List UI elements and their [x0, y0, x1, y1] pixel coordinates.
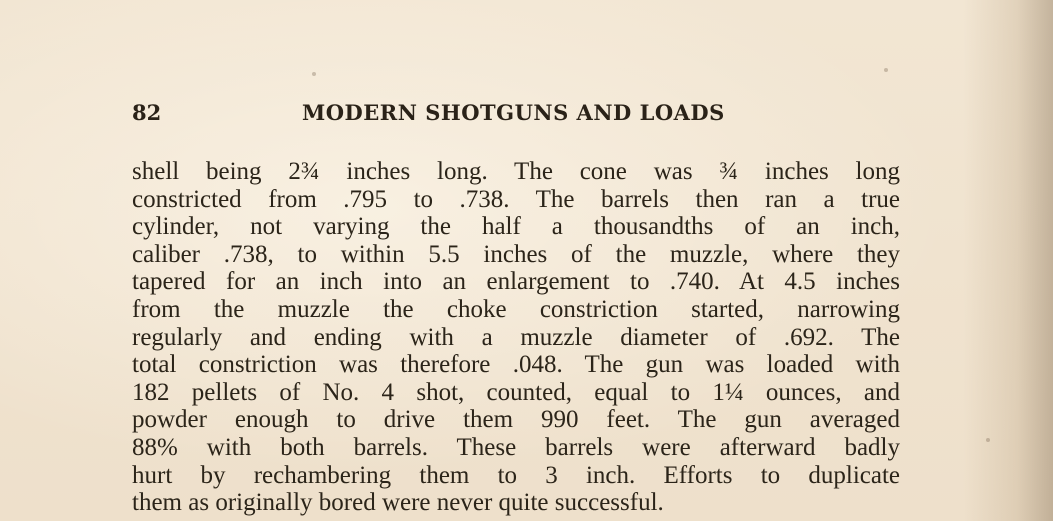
- text-line: regularly and ending with a muzzle diameter of .692. The: [132, 323, 900, 351]
- text-line: 88% with both barrels. These barrels were afterward badly: [132, 433, 900, 461]
- text-line: hurt by rechambering them to 3 inch. Efforts to duplicate: [132, 461, 900, 489]
- text-line: constricted from .795 to .738. The barrels then ran a true: [132, 185, 900, 213]
- text-line: total constriction was therefore .048. The gun was loaded with: [132, 351, 900, 379]
- text-line: powder enough to drive them 990 feet. The gun averaged: [132, 406, 900, 434]
- paper-speck: [884, 68, 888, 72]
- page-header: [132, 96, 902, 130]
- text-line: 182 pellets of No. 4 shot, counted, equal to 1¼ ounces, and: [132, 378, 900, 406]
- text-line: them as originally bored were never quite successful.: [132, 489, 664, 517]
- text-line: caliber .738, to within 5.5 inches of the muzzle, where they: [132, 240, 900, 268]
- paper-speck: [312, 72, 316, 76]
- running-title: MODERN SHOTGUNS AND LOADS: [302, 100, 725, 125]
- text-line: shell being 2¾ inches long. The cone was ¾ inches long: [132, 158, 900, 185]
- paper-speck: [986, 438, 990, 442]
- page-number: 82: [132, 100, 162, 125]
- page-gutter-shadow: [963, 0, 1053, 521]
- text-line: cylinder, not varying the half a thousandths of an inch,: [132, 213, 900, 241]
- text-line: tapered for an inch into an enlargement to .740. At 4.5 inches: [132, 268, 900, 296]
- body-paragraph: [132, 158, 900, 517]
- text-line: from the muzzle the choke constriction started, narrowing: [132, 295, 900, 323]
